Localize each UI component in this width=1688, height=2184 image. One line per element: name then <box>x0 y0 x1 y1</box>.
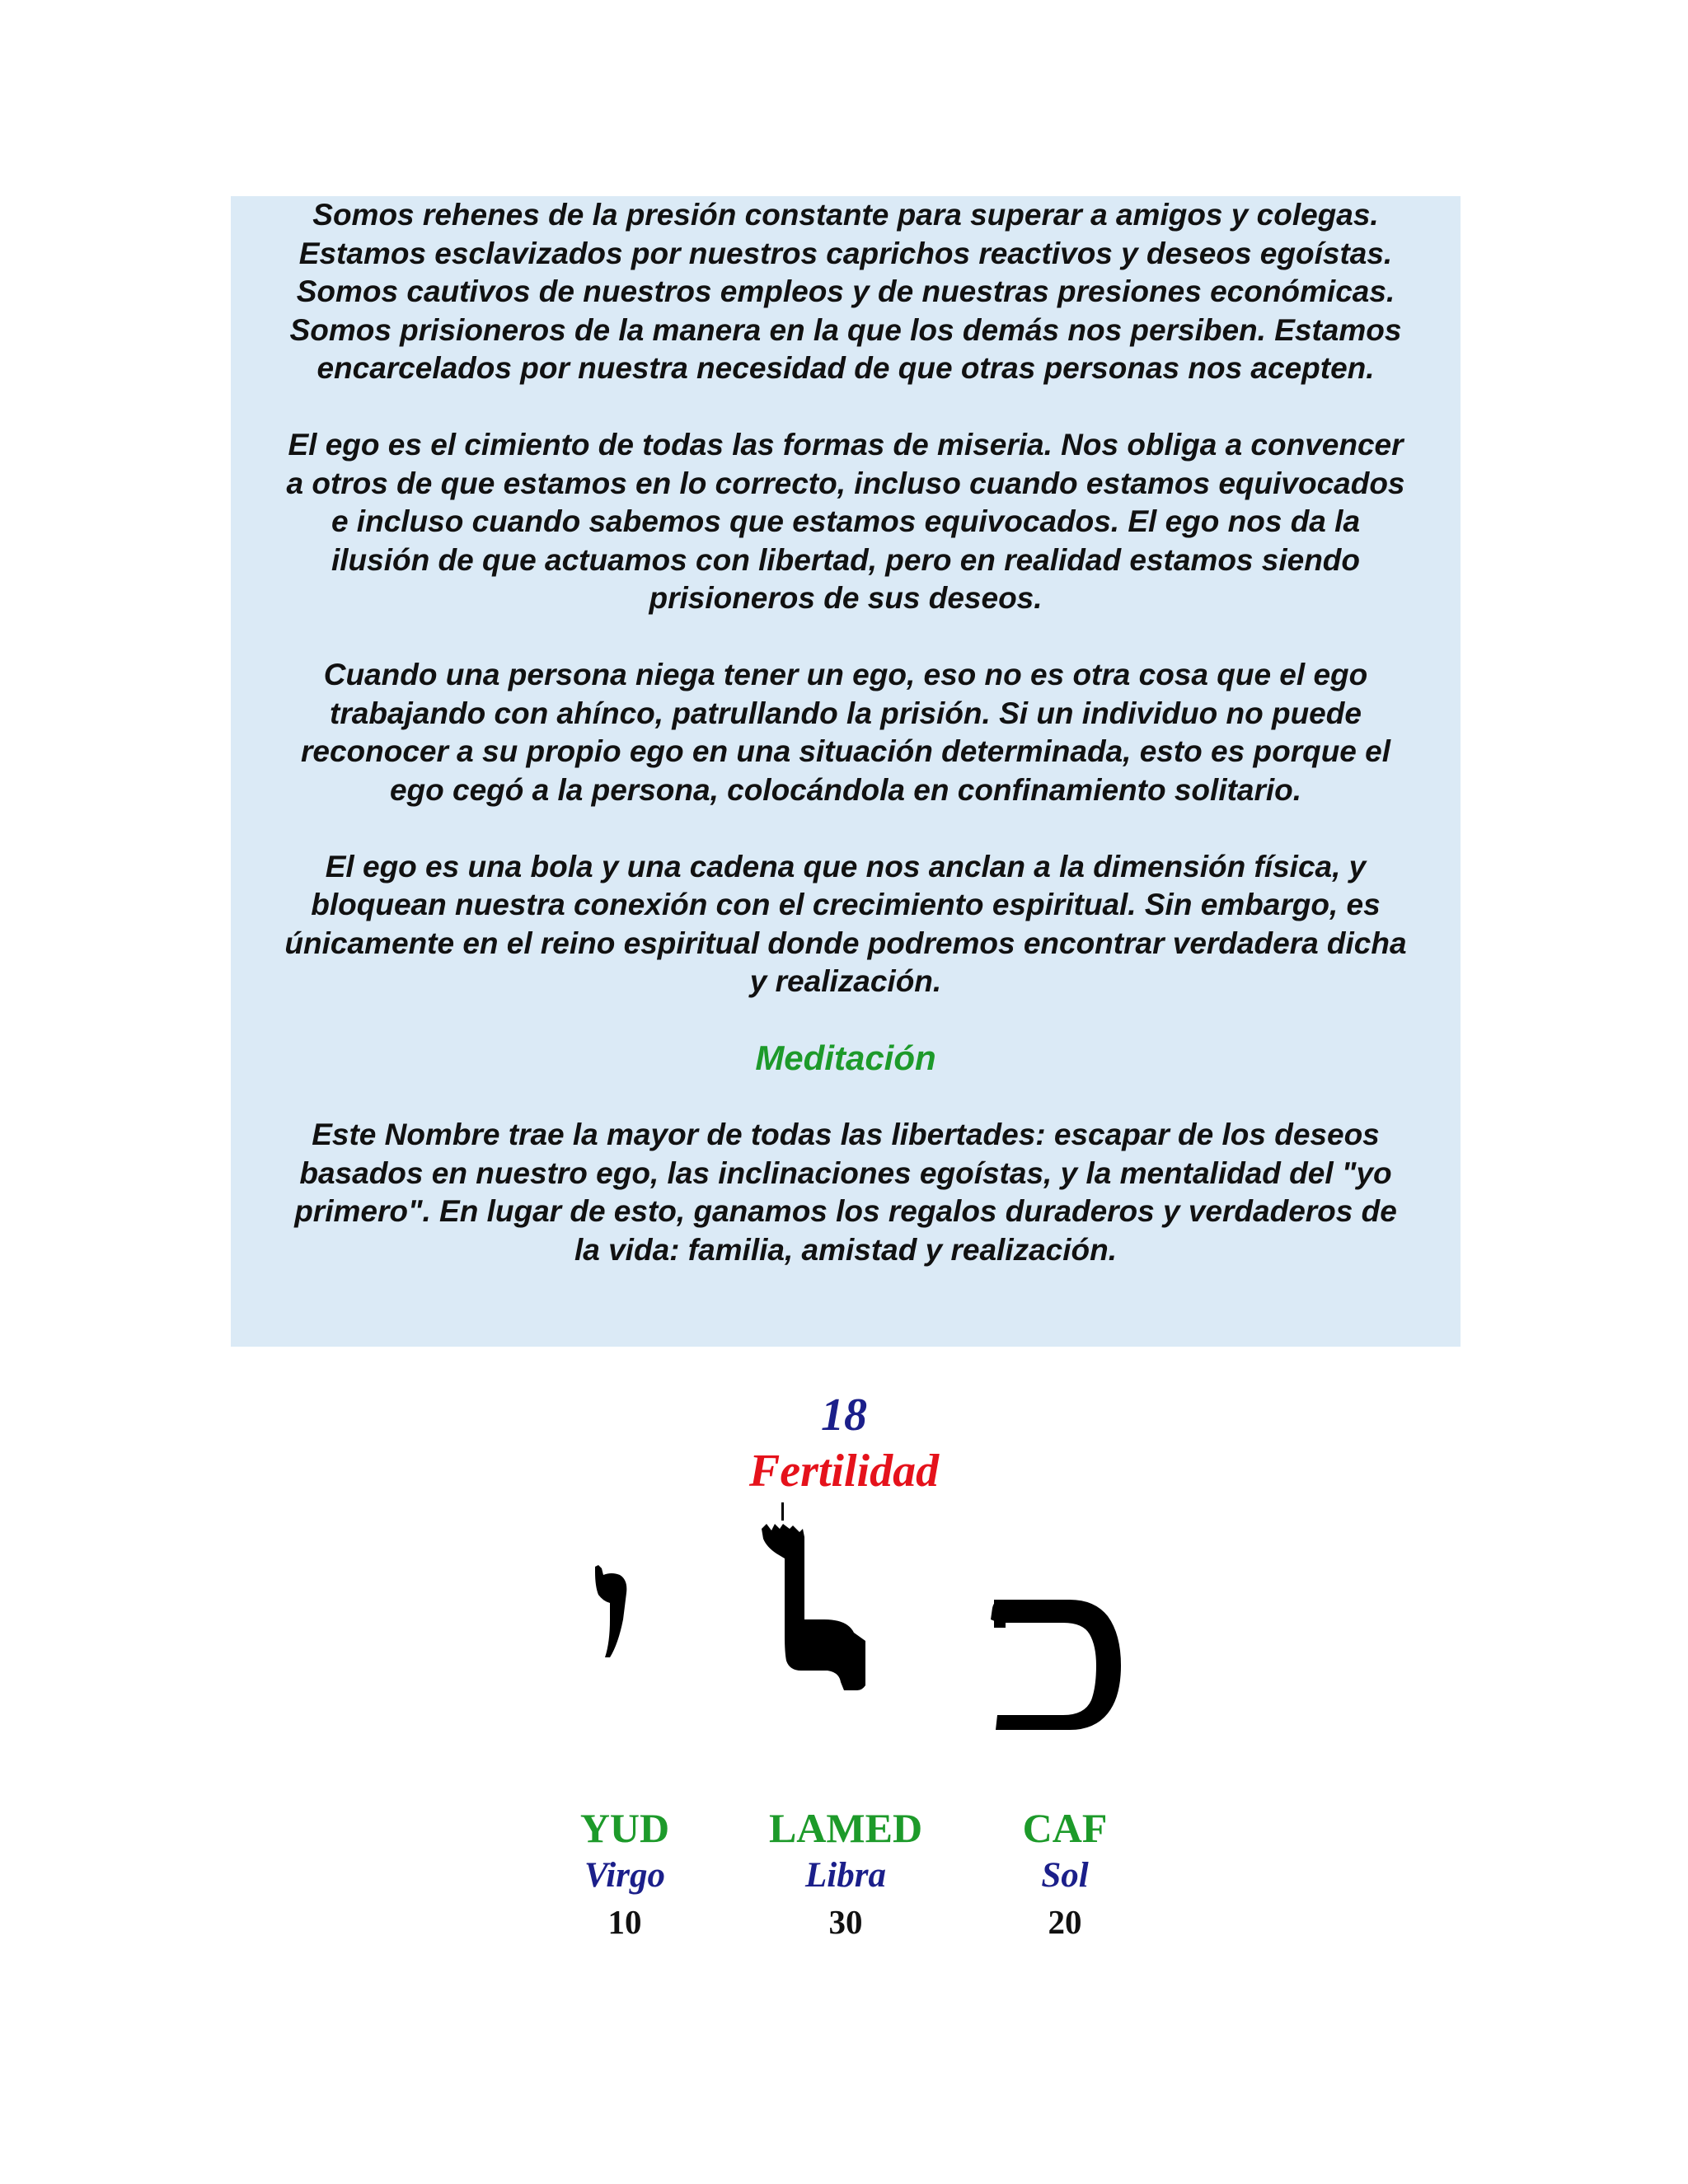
text-line: primero". En lugar de esto, ganamos los regalos duraderos y verdaderos de <box>294 1194 1397 1228</box>
letter-yud <box>518 1803 732 1945</box>
letter-name: CAF <box>1022 1805 1108 1851</box>
paragraph-2 <box>254 426 1437 618</box>
meditation-heading: Meditación <box>755 1038 936 1077</box>
text-line: bloquean nuestra conexión con el crecimiento espiritual. Sin embargo, es <box>311 888 1381 921</box>
text-line: ilusión de que actuamos con libertad, pero en realidad estamos siendo <box>331 542 1361 577</box>
text-line: El ego es una bola y una cadena que nos anclan a la dimensión física, y <box>325 849 1367 883</box>
text-line: Somos prisioneros de la manera en la que los demás nos persiben. Estamos <box>289 312 1402 347</box>
letter-sign: Sol <box>1041 1856 1089 1895</box>
letter-caf <box>958 1803 1172 1945</box>
paragraph-4 <box>254 848 1437 1001</box>
letter-value: 10 <box>607 1903 642 1941</box>
letter-lamed <box>738 1803 953 1945</box>
hebrew-lamed-glyph <box>762 1502 865 1690</box>
text-line: Cuando una persona niega tener un ego, eso no es otra cosa que el ego <box>323 658 1368 691</box>
text-line: El ego es el cimiento de todas las formas de miseria. Nos obliga a convencer <box>288 428 1404 462</box>
text-line: Este Nombre trae la mayor de todas las libertades: escapar de los deseos <box>312 1118 1380 1151</box>
text-line: e incluso cuando sabemos que estamos equivocados. El ego nos da la <box>331 504 1361 538</box>
text-line: prisioneros de sus deseos. <box>649 581 1043 615</box>
name-number: 18 <box>821 1390 867 1441</box>
text-line: trabajando con ahínco, patrullando la prisión. Si un individuo no puede <box>330 696 1362 730</box>
meditation-paragraph <box>254 1116 1437 1269</box>
hebrew-letters-image <box>560 1496 1154 1768</box>
hebrew-yud-glyph <box>595 1565 626 1657</box>
text-line: basados en nuestro ego, las inclinaciones egoístas, y la mentalidad del "yo <box>299 1155 1392 1190</box>
text-line: y realización. <box>749 964 942 998</box>
name-title: Fertilidad <box>748 1446 940 1497</box>
text-line: la vida: familia, amistad y realización. <box>574 1232 1118 1267</box>
letter-sign: Libra <box>805 1856 886 1895</box>
text-line: reconocer a su propio ego en una situación determinada, esto es porque el <box>300 734 1391 768</box>
text-line: encarcelados por nuestra necesidad de que otras personas nos acepten. <box>316 351 1375 385</box>
paragraph-3 <box>254 656 1437 809</box>
text-line: ego cegó a la persona, colocándola en confinamiento solitario. <box>389 772 1302 807</box>
text-line: únicamente en el reino espiritual donde podremos encontrar verdadera dicha <box>284 926 1407 960</box>
text-line: Somos cautivos de nuestros empleos y de nuestras presiones económicas. <box>296 274 1395 308</box>
letter-value: 20 <box>1048 1903 1082 1941</box>
text-line: a otros de que estamos en lo correcto, incluso cuando estamos equivocados <box>286 466 1405 500</box>
letter-name: YUD <box>579 1805 670 1851</box>
text-panel <box>231 196 1461 1347</box>
hebrew-caf-glyph <box>991 1600 1121 1730</box>
letter-sign: Virgo <box>584 1856 665 1895</box>
letter-value: 30 <box>828 1903 863 1941</box>
letter-name: LAMED <box>768 1805 923 1851</box>
paragraph-1 <box>254 196 1437 388</box>
text-line: Somos rehenes de la presión constante para superar a amigos y colegas. <box>312 198 1379 232</box>
text-line: Estamos esclavizados por nuestros caprichos reactivos y deseos egoístas. <box>298 236 1393 270</box>
